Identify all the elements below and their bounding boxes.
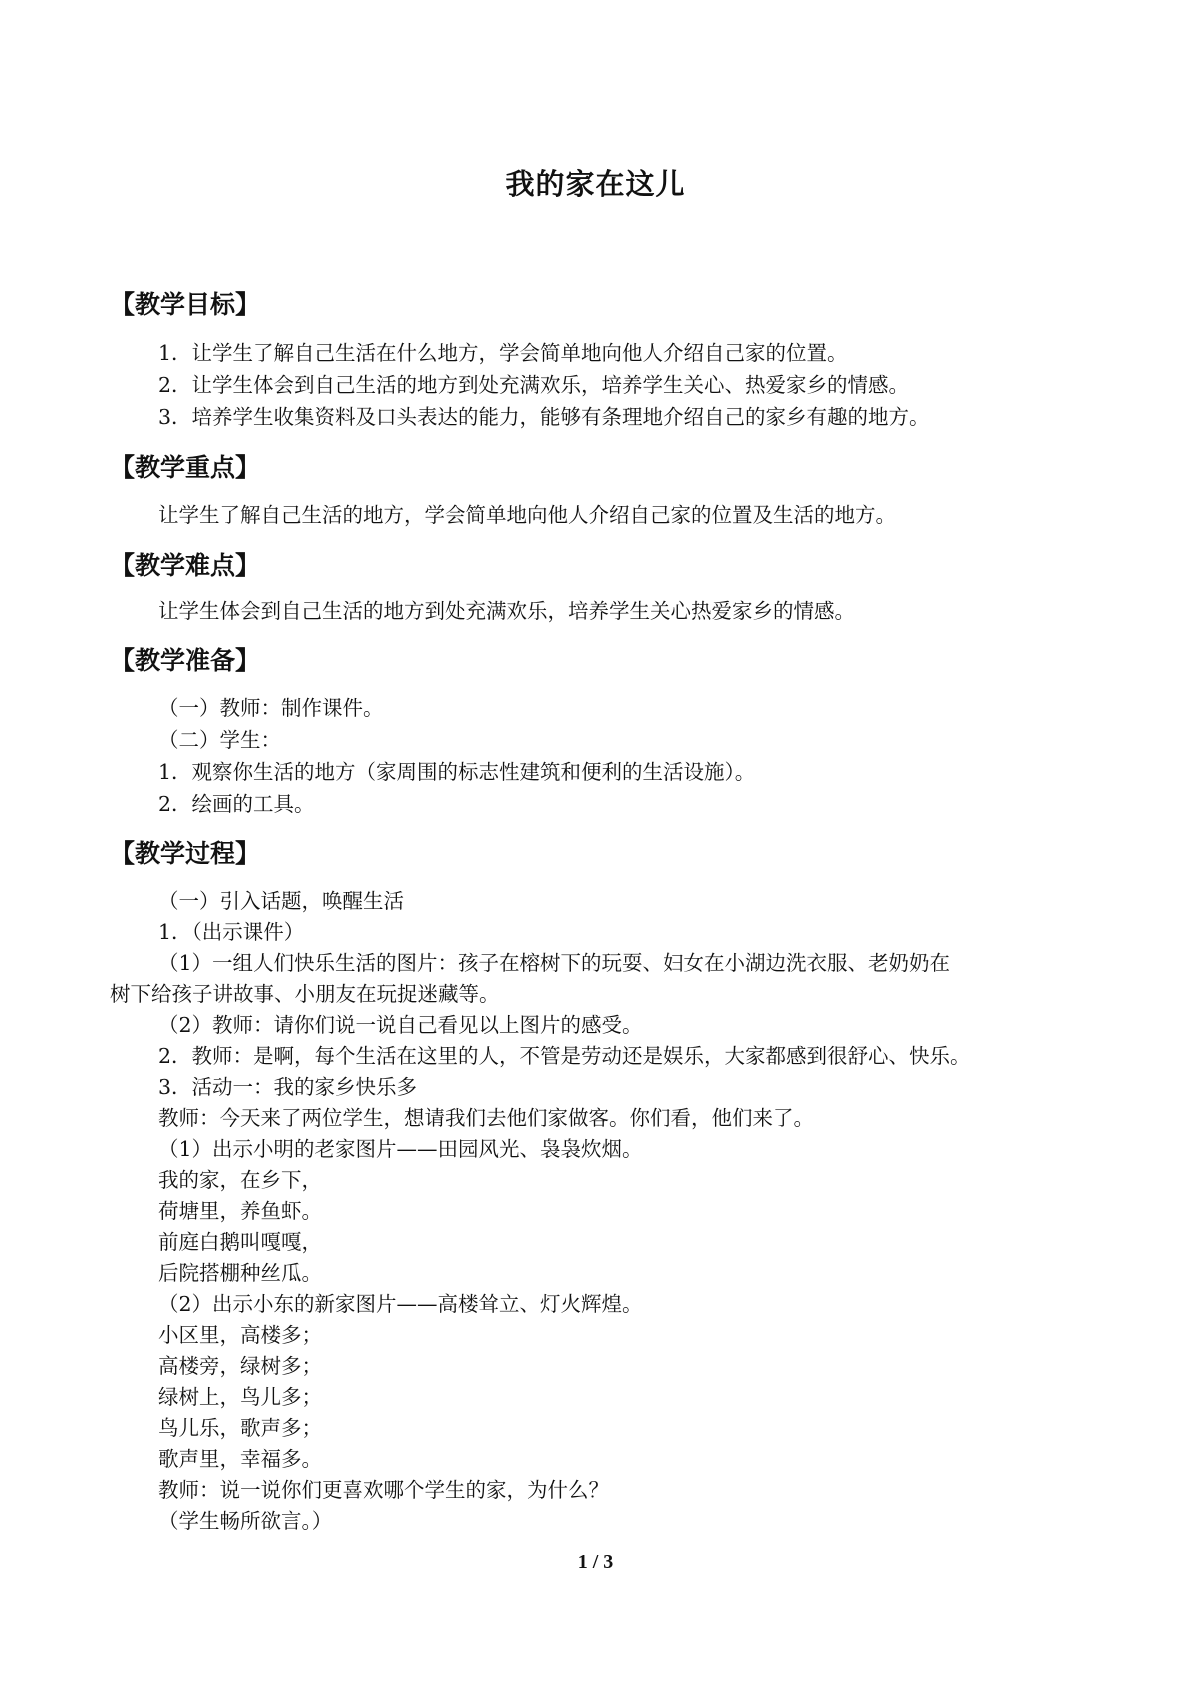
poem-line: 荷塘里，养鱼虾。 xyxy=(158,1199,322,1223)
poem-line: 高楼旁，绿树多； xyxy=(158,1354,322,1378)
process-line: 1．（出示课件） xyxy=(158,920,305,944)
poem-line: 小区里，高楼多； xyxy=(158,1323,322,1347)
section-heading-preparation: 【教学准备】 xyxy=(110,646,261,675)
preparation-item: 1．观察你生活的地方（家周围的标志性建筑和便利的生活设施）。 xyxy=(158,760,756,784)
preparation-item: 2．绘画的工具。 xyxy=(158,792,315,816)
process-line: （学生畅所欲言。） xyxy=(158,1509,333,1533)
document-title: 我的家在这儿 xyxy=(505,167,686,201)
poem-line: 前庭白鹅叫嘎嘎， xyxy=(158,1230,322,1254)
process-line: （1）出示小明的老家图片——田园风光、袅袅炊烟。 xyxy=(158,1137,643,1161)
section-heading-keypoint: 【教学重点】 xyxy=(110,453,261,482)
poem-line: 歌声里，幸福多。 xyxy=(158,1447,322,1471)
goal-item: 2．让学生体会到自己生活的地方到处充满欢乐，培养学生关心、热爱家乡的情感。 xyxy=(158,373,910,397)
process-line: （一）引入话题，唤醒生活 xyxy=(158,889,404,913)
section-heading-difficulty: 【教学难点】 xyxy=(110,551,261,580)
page-number: 1 / 3 xyxy=(577,1551,614,1573)
section-heading-process: 【教学过程】 xyxy=(110,839,261,868)
difficulty-text: 让学生体会到自己生活的地方到处充满欢乐，培养学生关心热爱家乡的情感。 xyxy=(158,599,855,623)
process-line: 3．活动一：我的家乡快乐多 xyxy=(158,1075,418,1099)
process-line: 2．教师：是啊，每个生活在这里的人，不管是劳动还是娱乐，大家都感到很舒心、快乐。 xyxy=(158,1044,971,1068)
preparation-item: （二）学生： xyxy=(158,728,281,752)
process-line: （2）教师：请你们说一说自己看见以上图片的感受。 xyxy=(158,1013,643,1037)
process-line: 树下给孩子讲故事、小朋友在玩捉迷藏等。 xyxy=(110,982,500,1006)
keypoint-text: 让学生了解自己生活的地方，学会简单地向他人介绍自己家的位置及生活的地方。 xyxy=(158,503,896,527)
process-line: 教师：说一说你们更喜欢哪个学生的家，为什么？ xyxy=(158,1478,609,1502)
poem-line: 绿树上，鸟儿多； xyxy=(158,1385,322,1409)
process-line: 教师：今天来了两位学生，想请我们去他们家做客。你们看，他们来了。 xyxy=(158,1106,814,1130)
section-heading-goals: 【教学目标】 xyxy=(110,290,261,319)
process-line: （1）一组人们快乐生活的图片：孩子在榕树下的玩耍、妇女在小湖边洗衣服、老奶奶在 xyxy=(158,951,951,975)
process-line: （2）出示小东的新家图片——高楼耸立、灯火辉煌。 xyxy=(158,1292,643,1316)
goal-item: 3．培养学生收集资料及口头表达的能力，能够有条理地介绍自己的家乡有趣的地方。 xyxy=(158,405,930,429)
poem-line: 我的家，在乡下， xyxy=(158,1168,322,1192)
preparation-item: （一）教师：制作课件。 xyxy=(158,696,384,720)
poem-line: 鸟儿乐，歌声多； xyxy=(158,1416,322,1440)
poem-line: 后院搭棚种丝瓜。 xyxy=(158,1261,322,1285)
goal-item: 1．让学生了解自己生活在什么地方，学会简单地向他人介绍自己家的位置。 xyxy=(158,341,848,365)
